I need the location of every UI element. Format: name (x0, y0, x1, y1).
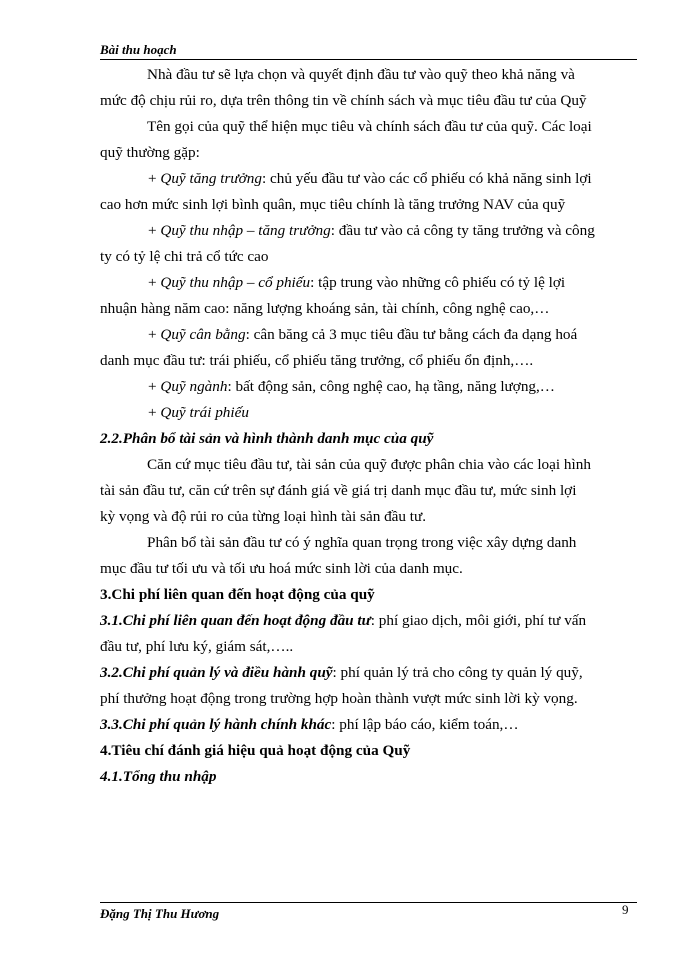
text-line (100, 582, 637, 608)
line-text: Căn cứ mục tiêu đầu tư, tài sản của quỹ được phân chia vào các loại hình (147, 456, 591, 473)
text-line (100, 426, 637, 452)
line-text: đầu tư, phí lưu ký, giám sát,….. (100, 638, 294, 655)
line-text: : bất động sản, công nghệ cao, hạ tầng, năng lượng,… (227, 378, 555, 395)
text-line (100, 192, 637, 218)
line-text: : phí giao dịch, môi giới, phí tư vấn (370, 612, 587, 629)
text-line (100, 322, 637, 348)
text-line (100, 634, 637, 660)
line-text: : phí quản lý trả cho công ty quản lý quỹ, (332, 664, 583, 681)
text-line (100, 712, 637, 738)
text-line (100, 452, 637, 478)
bullet-marker: + (148, 274, 161, 291)
text-line (100, 478, 637, 504)
bullet-marker: + (148, 222, 161, 239)
bullet-marker: + (148, 170, 161, 187)
fund-type-label: Quỹ ngành (160, 378, 228, 395)
page-header (100, 42, 637, 58)
line-text: : tập trung vào những cô phiếu có tỷ lệ lợi (310, 274, 566, 291)
footer-author: Đặng Thị Thu Hương (100, 906, 220, 921)
line-text: mục đầu tư tối ưu và tối ưu hoá mức sinh lời của danh mục. (100, 560, 463, 577)
section-heading: 3.Chi phí liên quan đến hoạt động của quỹ (100, 586, 375, 603)
header-title: Bài thu hoạch (100, 42, 177, 57)
subsection-label: 3.3.Chi phí quản lý hành chính khác (100, 716, 332, 733)
text-line (100, 504, 637, 530)
subsection-label: 3.2.Chi phí quản lý và điều hành quỹ (100, 664, 333, 681)
text-line (100, 400, 637, 426)
text-line (100, 296, 637, 322)
fund-type-label: Quỹ cân bằng (160, 326, 246, 343)
text-line (100, 660, 637, 686)
text-line (100, 166, 637, 192)
line-text: kỳ vọng và độ rủi ro của từng loại hình tài sản đầu tư. (100, 508, 427, 525)
fund-type-label: Quỹ thu nhập – tăng trưởng (160, 222, 331, 239)
line-text: nhuận hàng năm cao: năng lượng khoáng sản, tài chính, công nghệ cao,… (100, 300, 550, 317)
line-text: tài sản đầu tư, căn cứ trên sự đánh giá về giá trị danh mục đầu tư, mức sinh lợi (100, 482, 577, 499)
text-line (100, 62, 637, 88)
line-text: danh mục đầu tư: trái phiếu, cổ phiếu tăng trưởng, cổ phiếu ổn định,…. (100, 352, 534, 369)
bullet-marker: + (148, 326, 161, 343)
section-heading: 2.2.Phân bổ tài sản và hình thành danh mục của quỹ (100, 430, 434, 447)
text-line (100, 348, 637, 374)
bullet-marker: + (148, 378, 161, 395)
fund-type-label: Quỹ tăng trưởng (160, 170, 262, 187)
bullet-marker: + (148, 404, 161, 421)
text-line (100, 374, 637, 400)
text-line (100, 218, 637, 244)
fund-type-label: Quỹ trái phiếu (160, 404, 249, 421)
text-line (100, 556, 637, 582)
line-text: : đầu tư vào cả công ty tăng trưởng và công (330, 222, 595, 239)
line-text: : chủ yếu đầu tư vào các cổ phiếu có khả năng sinh lợi (261, 170, 592, 187)
line-text: ty có tỷ lệ chi trả cổ tức cao (100, 248, 269, 265)
section-heading: 4.Tiêu chí đánh giá hiệu quả hoạt động của Quỹ (100, 742, 411, 759)
section-heading: 4.1.Tổng thu nhập (100, 768, 217, 785)
text-line (100, 686, 637, 712)
text-line (100, 244, 637, 270)
line-text: mức độ chịu rủi ro, dựa trên thông tin về chính sách và mục tiêu đầu tư của Quỹ (100, 92, 587, 109)
text-line (100, 530, 637, 556)
line-text: quỹ thường gặp: (100, 144, 200, 161)
fund-type-label: Quỹ thu nhập – cổ phiếu (160, 274, 311, 291)
footer-divider (100, 902, 637, 903)
line-text: : phí lập báo cáo, kiểm toán,… (331, 716, 519, 733)
text-line (100, 608, 637, 634)
subsection-label: 3.1.Chi phí liên quan đến hoạt động đầu tư (100, 612, 371, 629)
text-line (100, 738, 637, 764)
line-text: phí thưởng hoạt động trong trường hợp hoàn thành vượt mức sinh lời kỳ vọng. (100, 690, 578, 707)
line-text: cao hơn mức sinh lợi bình quân, mục tiêu chính là tăng trưởng NAV của quỹ (100, 196, 566, 213)
text-line (100, 270, 637, 296)
line-text: Tên gọi của quỹ thể hiện mục tiêu và chính sách đầu tư của quỹ. Các loại (147, 118, 592, 135)
text-line (100, 764, 637, 790)
line-text: Nhà đầu tư sẽ lựa chọn và quyết định đầu tư vào quỹ theo khả năng và (147, 66, 575, 83)
header-divider (100, 59, 637, 60)
page-number: 9 (622, 902, 629, 917)
text-line (100, 140, 637, 166)
text-line (100, 114, 637, 140)
document-body (100, 62, 637, 790)
text-line (100, 88, 637, 114)
line-text: : cân băng cả 3 mục tiêu đầu tư bằng cách đa dạng hoá (245, 326, 578, 343)
line-text: Phân bổ tài sản đầu tư có ý nghĩa quan trọng trong việc xây dựng danh (147, 534, 577, 551)
